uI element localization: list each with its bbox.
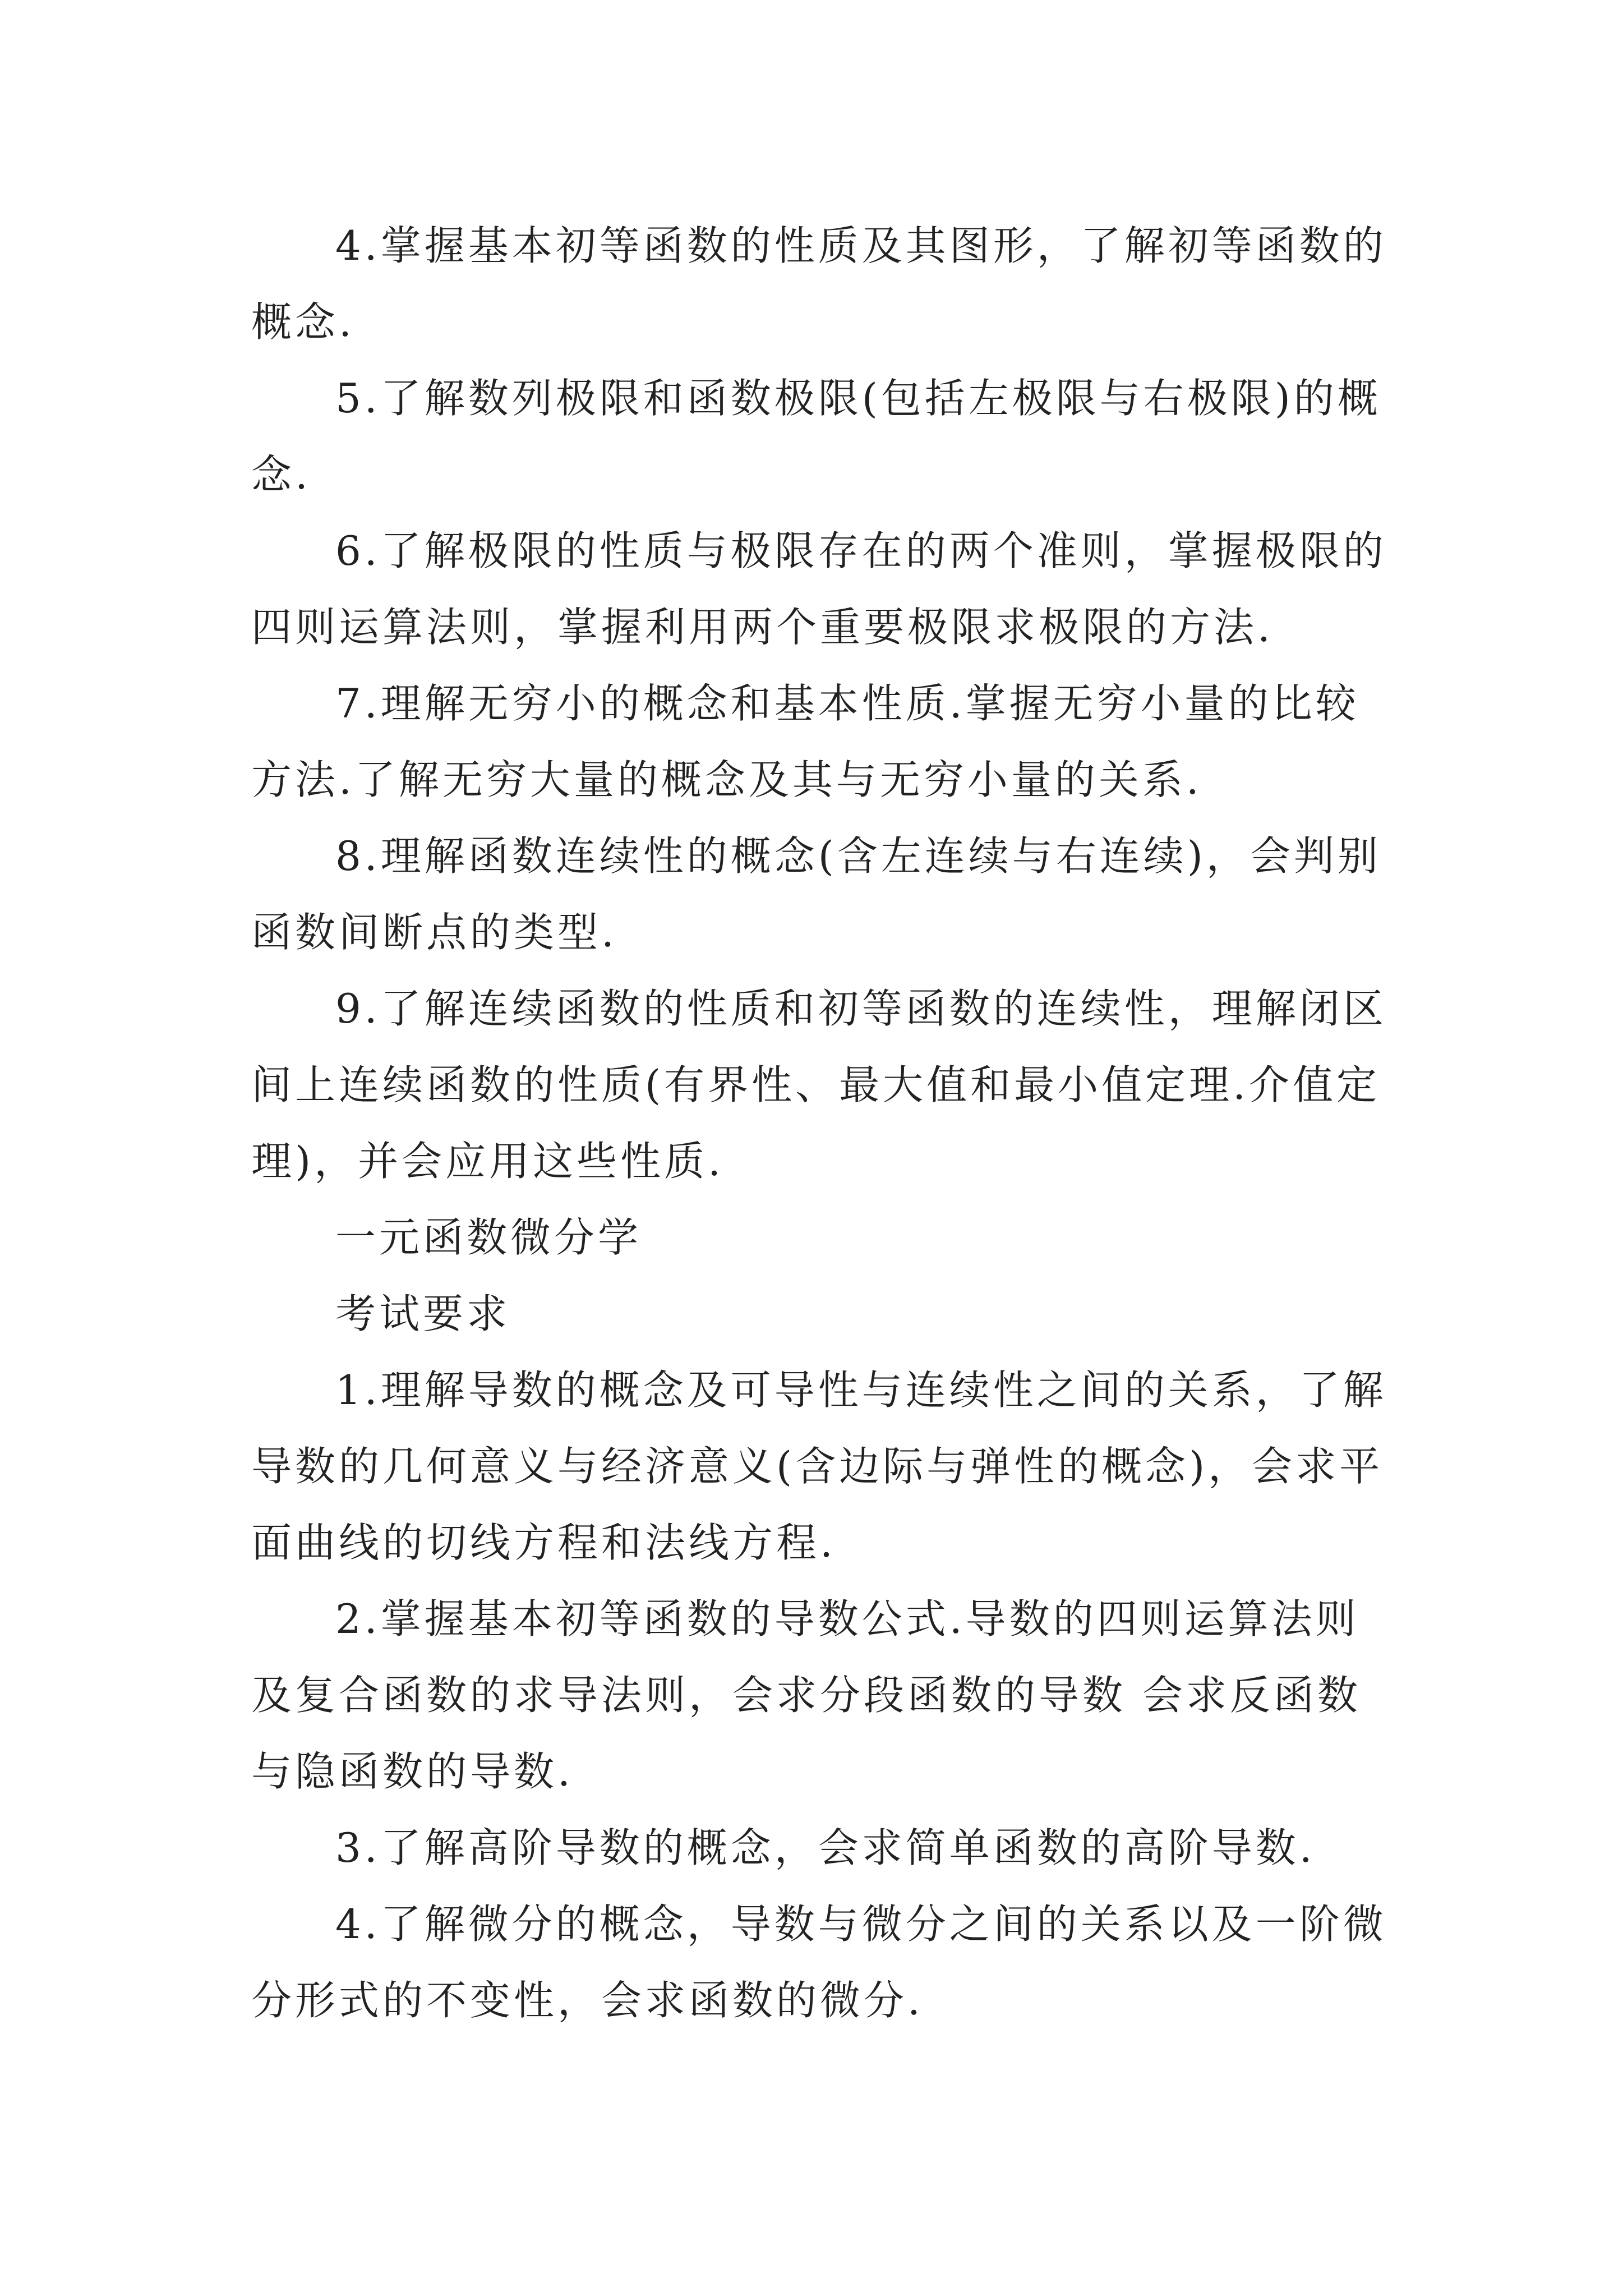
document-body [251,208,1395,2039]
paragraph-limits-9: 9.了解连续函数的性质和初等函数的连续性，理解闭区间上连续函数的性质(有界性、最大值和最小值定理.介值定理)，并会应用这些性质. [251,985,1387,1185]
paragraph-derivative-3: 3.了解高阶导数的概念，会求简单函数的高阶导数. [335,1824,1316,1871]
paragraph-derivative-4: 4.了解微分的概念，导数与微分之间的关系以及一阶微分形式的不变性，会求函数的微分. [251,1901,1387,2024]
section-title: 一元函数微分学 [335,1214,642,1261]
paragraph-limits-7: 7.理解无穷小的概念和基本性质.掌握无穷小量的比较方法.了解无穷大量的概念及其与无穷小量的关系. [251,680,1359,803]
paragraph-limits-8: 8.理解函数连续性的概念(含左连续与右连续)，会判别函数间断点的类型. [251,832,1381,956]
paragraph-derivative-2: 2.掌握基本初等函数的导数公式.导数的四则运算法则及复合函数的求导法则，会求分段函数的导数 会求反函数与隐函数的导数. [251,1595,1361,1795]
paragraph-limits-6: 6.了解极限的性质与极限存在的两个准则，掌握极限的四则运算法则，掌握利用两个重要极限求极限的方法. [251,527,1387,651]
paragraph-limits-4: 4.掌握基本初等函数的性质及其图形，了解初等函数的概念. [251,222,1387,346]
paragraph-limits-5: 5.了解数列极限和函数极限(包括左极限与右极限)的概念. [251,375,1381,498]
section-subtitle: 考试要求 [335,1290,511,1337]
paragraph-derivative-1: 1.理解导数的概念及可导性与连续性之间的关系，了解导数的几何意义与经济意义(含边际与弹性的概念)，会求平面曲线的切线方程和法线方程. [251,1366,1387,1566]
